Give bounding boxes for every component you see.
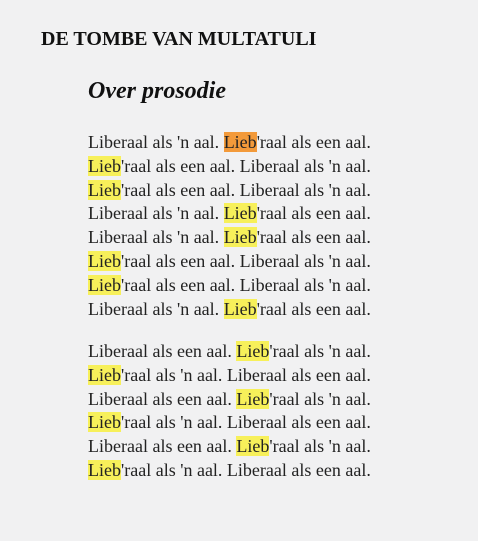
active-highlighted-word[interactable]: Lieb	[223, 132, 257, 152]
highlighted-word[interactable]: Lieb	[88, 364, 121, 385]
verse-text: 'raal als 'n aal. Liberaal als een aal.	[121, 459, 371, 480]
verse-text: 'raal als een aal.	[256, 227, 371, 248]
verse-line	[88, 179, 371, 203]
verse-line	[88, 298, 371, 322]
highlighted-word[interactable]: Lieb	[88, 155, 121, 176]
highlighted-word[interactable]: Lieb	[223, 298, 257, 319]
highlighted-word[interactable]: Lieb	[223, 203, 257, 224]
verse-text: 'raal als 'n aal. Liberaal als een aal.	[121, 412, 371, 433]
highlighted-word[interactable]: Lieb	[88, 412, 121, 433]
highlighted-word[interactable]: Lieb	[236, 436, 270, 457]
verse-text: 'raal als een aal.	[256, 203, 371, 224]
verse-line	[88, 411, 371, 435]
verse-line	[88, 155, 371, 179]
verse-text: 'raal als een aal. Liberaal als 'n aal.	[121, 155, 371, 176]
stanza	[88, 131, 371, 321]
verse-text: 'raal als een aal.	[256, 298, 371, 319]
verse-text: Liberaal als een aal.	[88, 388, 237, 409]
highlighted-word[interactable]: Lieb	[223, 227, 257, 248]
verse-text: Liberaal als een aal.	[88, 341, 237, 361]
verse-line	[88, 250, 371, 274]
poem-title: Over prosodie	[88, 78, 226, 104]
verse-line	[88, 131, 371, 155]
verse-text: 'raal als een aal. Liberaal als 'n aal.	[121, 179, 371, 200]
verse-text: Liberaal als 'n aal.	[88, 132, 224, 152]
verse-line	[88, 340, 371, 364]
highlighted-word[interactable]: Lieb	[88, 179, 121, 200]
verse-line	[88, 364, 371, 388]
verse-text: Liberaal als een aal.	[88, 436, 237, 457]
highlighted-word[interactable]: Lieb	[88, 250, 121, 271]
verse-text: Liberaal als 'n aal.	[88, 203, 224, 224]
stanza	[88, 340, 371, 483]
verse-text: Liberaal als 'n aal.	[88, 227, 224, 248]
verse-line	[88, 226, 371, 250]
verse-line	[88, 274, 371, 298]
verse-text: 'raal als een aal.	[256, 132, 371, 152]
highlighted-word[interactable]: Lieb	[88, 274, 121, 295]
highlighted-word[interactable]: Lieb	[88, 459, 121, 480]
verse-text: 'raal als 'n aal.	[269, 436, 371, 457]
highlighted-word[interactable]: Lieb	[236, 341, 270, 361]
highlighted-word[interactable]: Lieb	[236, 388, 270, 409]
page-header: DE TOMBE VAN MULTATULI	[41, 28, 317, 50]
verse-text: Liberaal als 'n aal.	[88, 298, 224, 319]
verse-line	[88, 435, 371, 459]
verse-text: 'raal als 'n aal.	[269, 388, 371, 409]
verse-line	[88, 459, 371, 483]
verse-line	[88, 202, 371, 226]
verse-line	[88, 388, 371, 412]
verse-text: 'raal als 'n aal.	[269, 341, 371, 361]
verse-text: 'raal als een aal. Liberaal als 'n aal.	[121, 250, 371, 271]
verse-text: 'raal als 'n aal. Liberaal als een aal.	[121, 364, 371, 385]
verse-text: 'raal als een aal. Liberaal als 'n aal.	[121, 274, 371, 295]
